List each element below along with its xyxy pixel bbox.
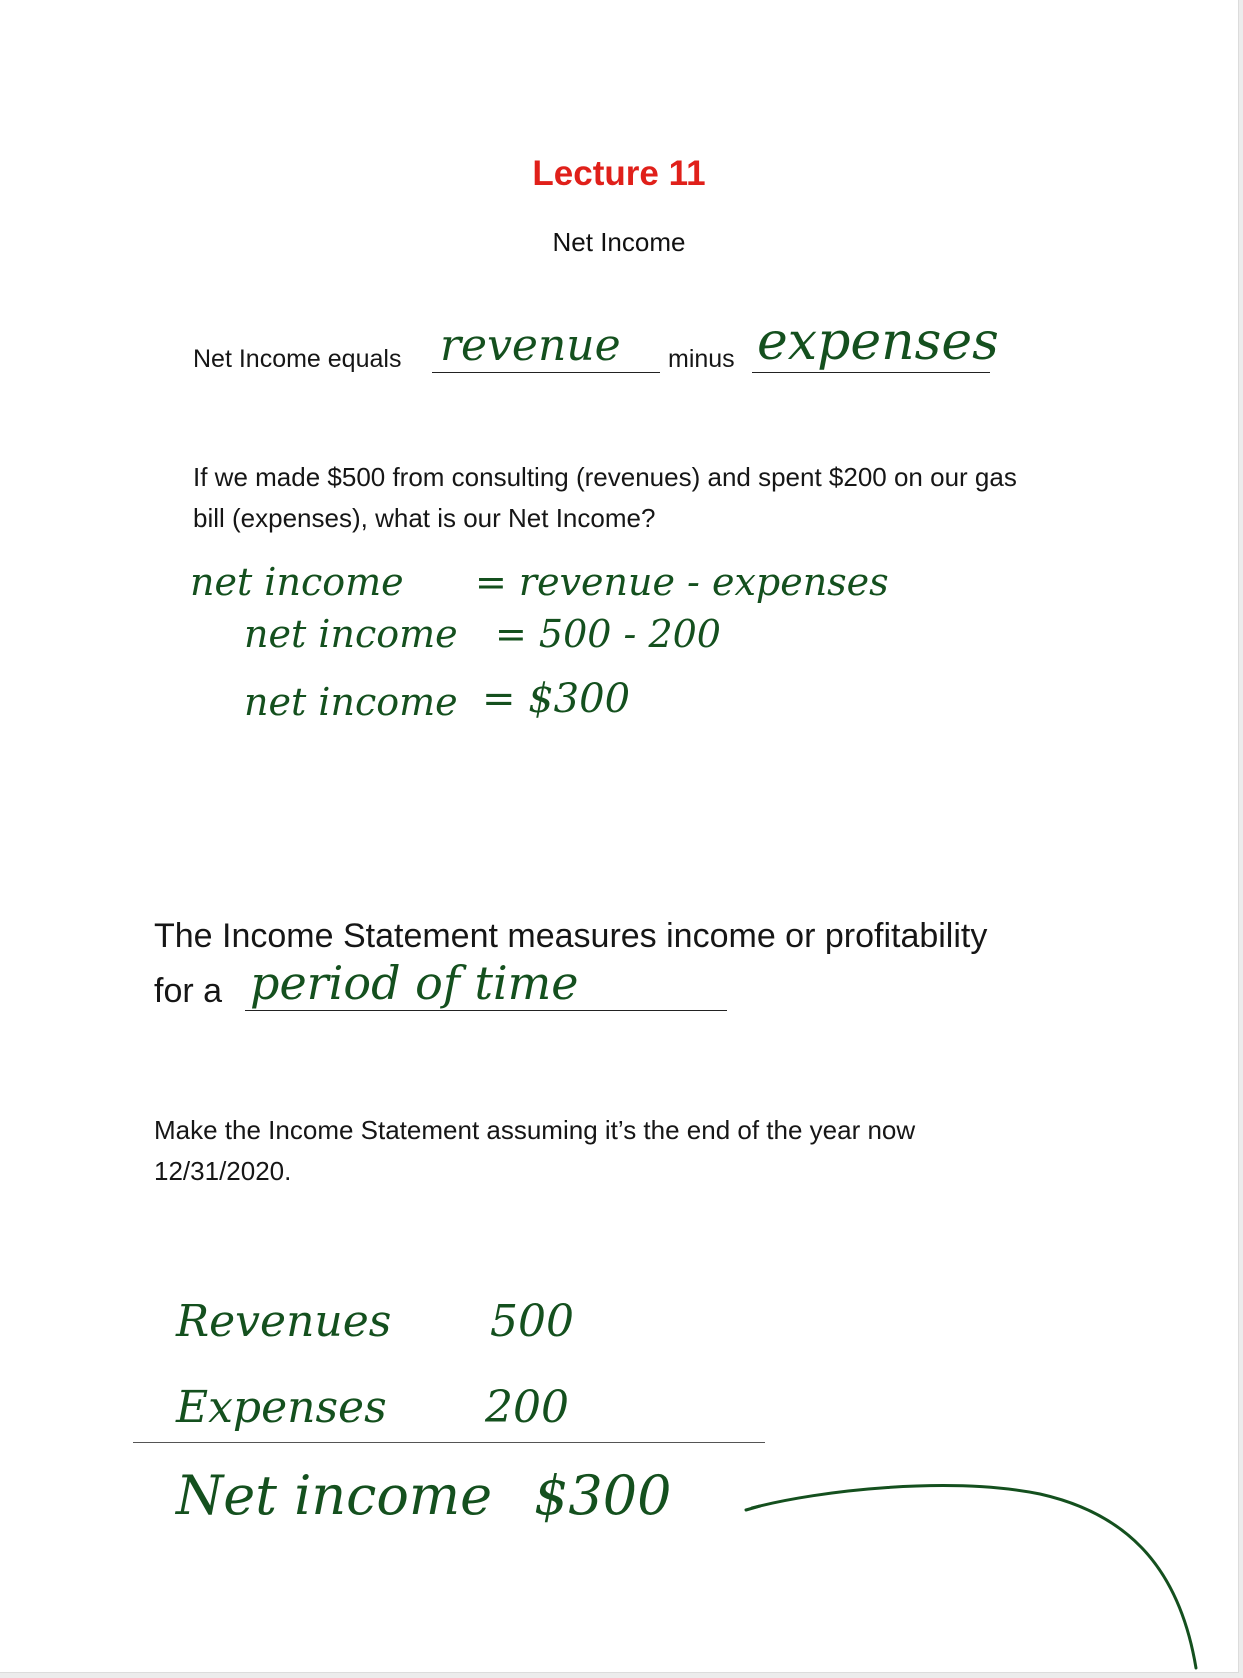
statement-total-value: $300 xyxy=(534,1464,672,1527)
work-row-2-left: net income xyxy=(244,612,458,656)
work-row-1-right: = revenue - expenses xyxy=(475,560,889,604)
page-subtitle: Net Income xyxy=(552,227,686,257)
page-title: Lecture 11 xyxy=(532,154,706,193)
q1-middle-text: minus xyxy=(668,345,735,373)
work-row-3-left: net income xyxy=(244,680,458,724)
statement-row-1-label: Revenues xyxy=(176,1296,392,1347)
q1-handwritten-answer-1: revenue xyxy=(440,320,621,371)
work-row-1-left: net income xyxy=(190,560,404,604)
q3-handwritten-answer: period of time xyxy=(250,956,579,1010)
q3-line-1: The Income Statement measures income or profitability xyxy=(154,917,988,955)
statement-row-2-value: 200 xyxy=(485,1382,569,1433)
statement-row-2-label: Expenses xyxy=(176,1382,387,1433)
q2-line-1: If we made $500 from consulting (revenues) and spent $200 on our gas xyxy=(193,462,1017,492)
q4-line-2: 12/31/2020. xyxy=(154,1156,292,1186)
work-row-3-right: = $300 xyxy=(482,676,631,722)
q1-handwritten-answer-2: expenses xyxy=(757,312,999,372)
q3-line-2: for a xyxy=(154,972,223,1010)
q4-line-1: Make the Income Statement assuming it’s the end of the year now xyxy=(154,1115,916,1145)
q2-line-2: bill (expenses), what is our Net Income? xyxy=(193,503,656,533)
statement-total-label: Net income xyxy=(176,1464,493,1527)
work-row-2-right: = 500 - 200 xyxy=(495,612,721,656)
statement-row-1-value: 500 xyxy=(490,1296,574,1347)
q1-prefix-text: Net Income equals xyxy=(193,345,402,373)
